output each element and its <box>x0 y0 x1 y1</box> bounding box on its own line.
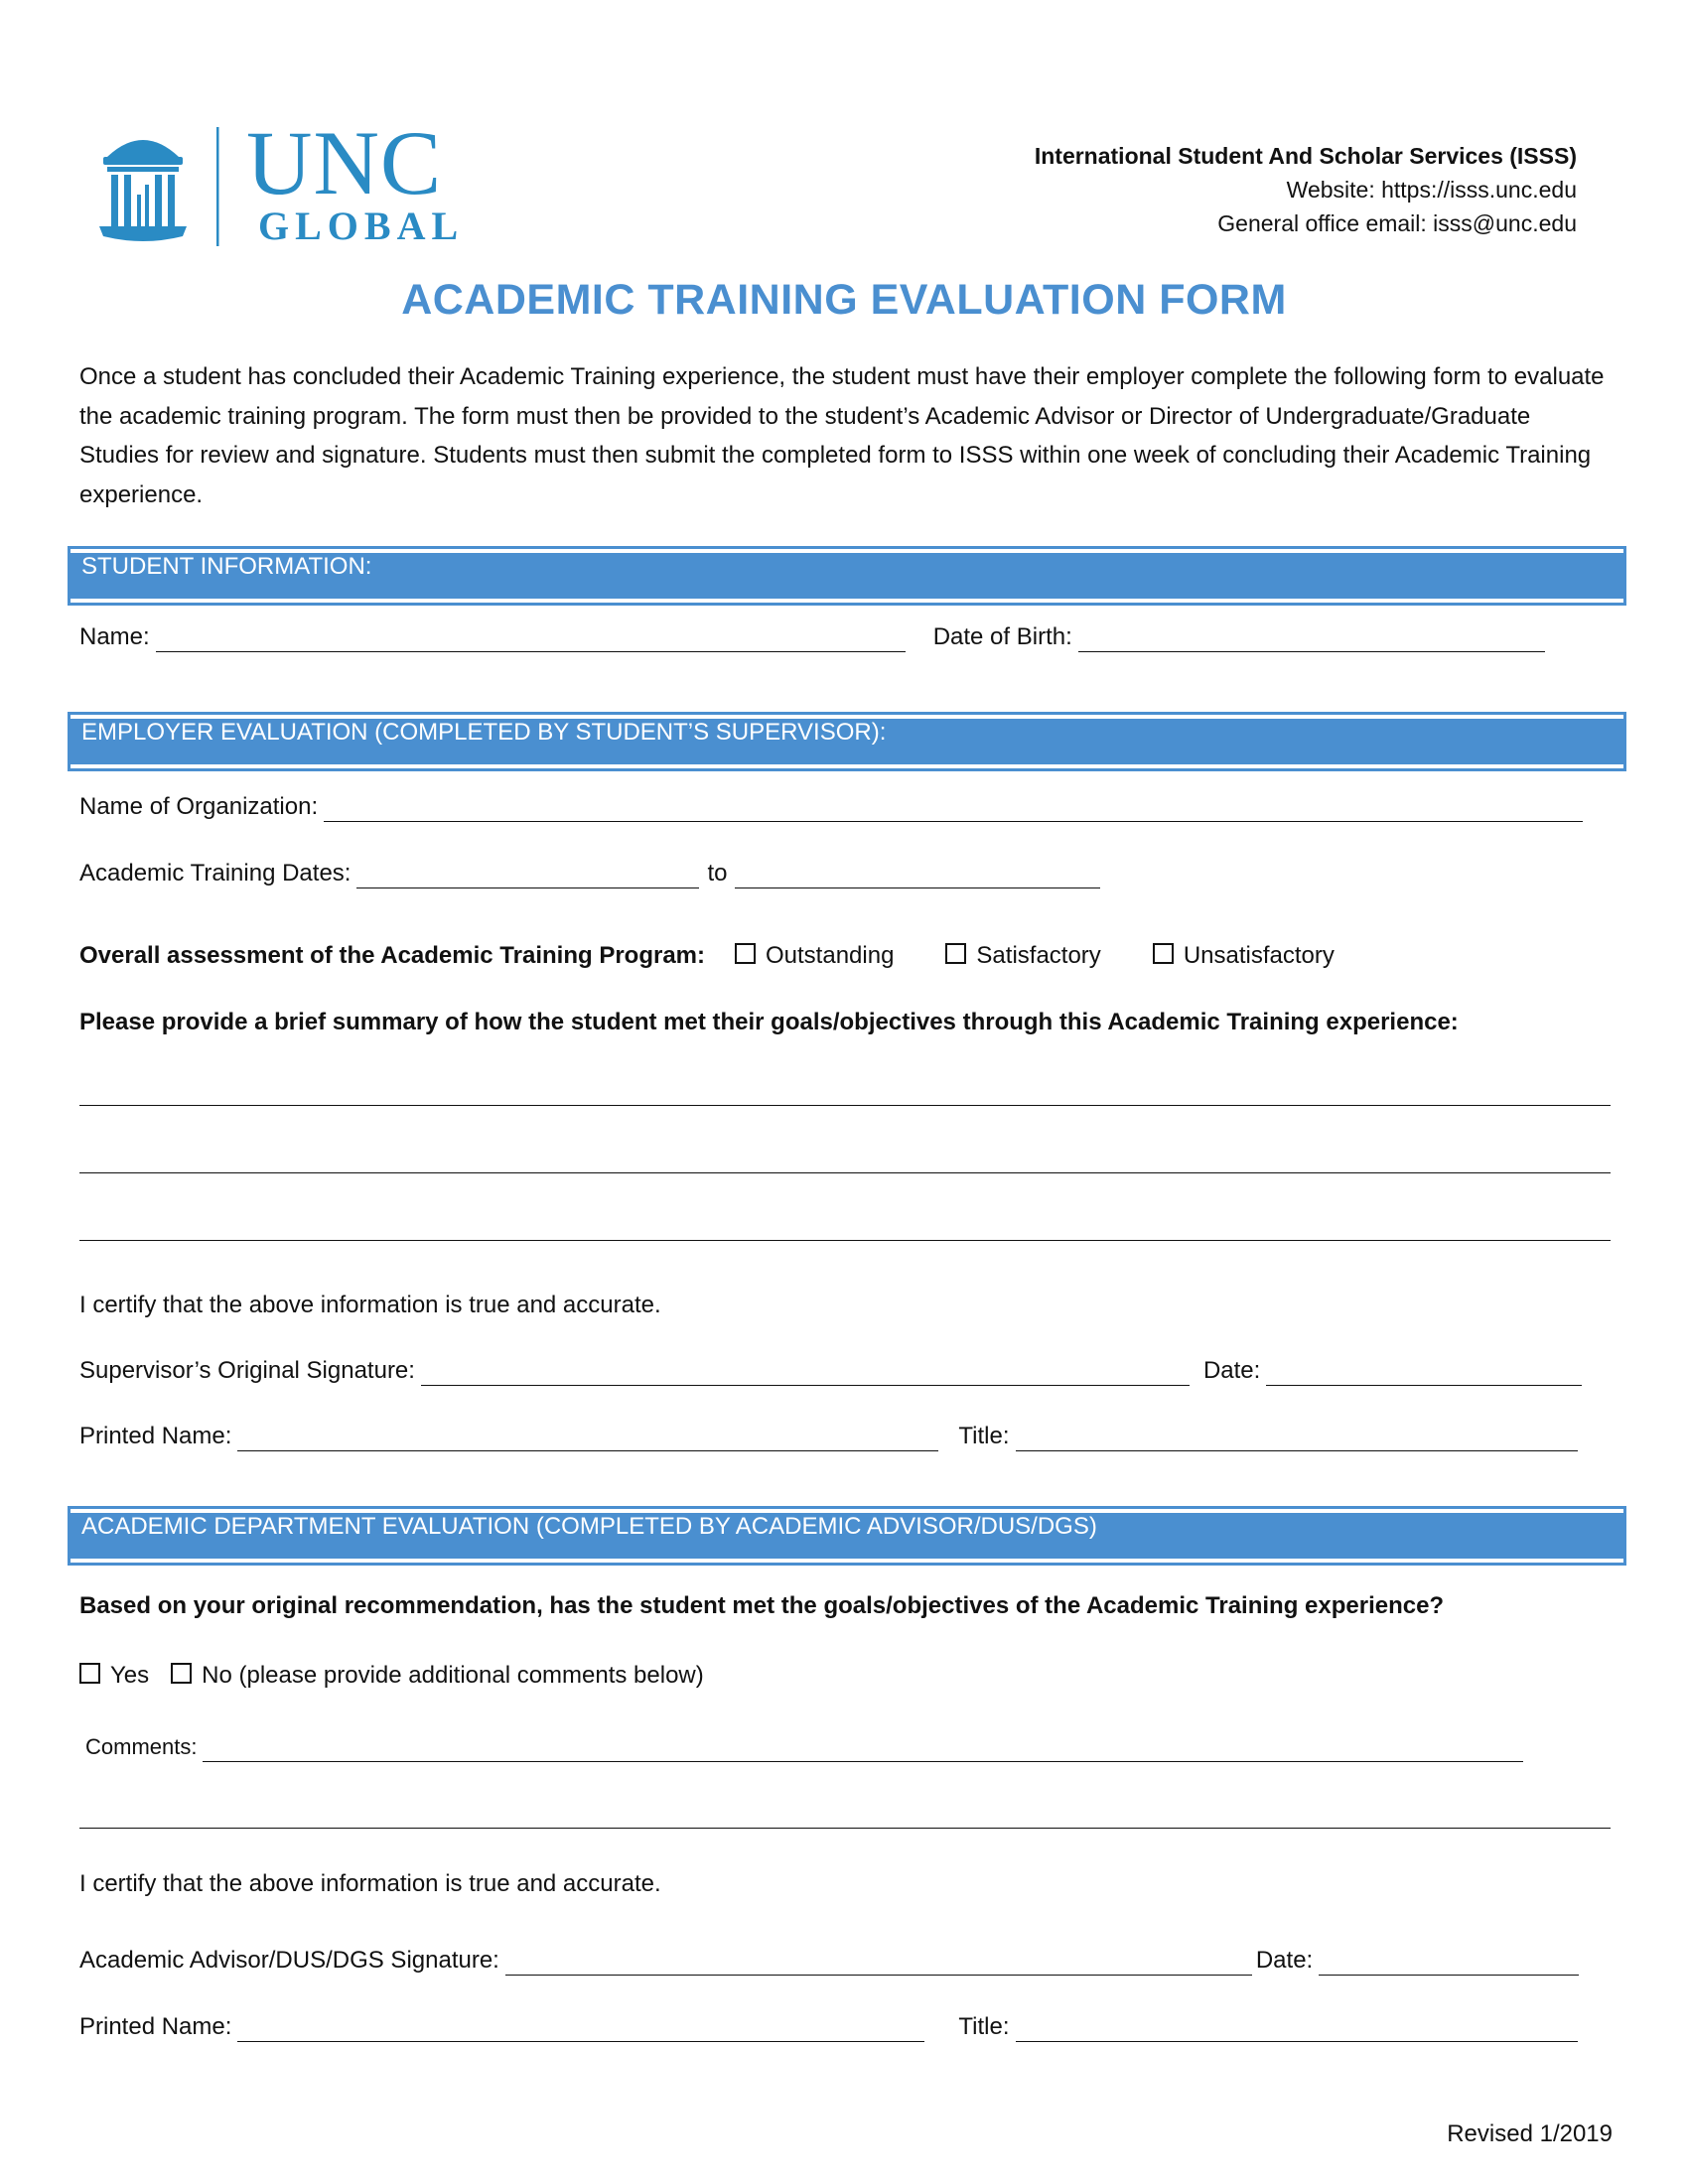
option-outstanding[interactable] <box>735 941 894 971</box>
advisor-printed-name-field[interactable] <box>237 2019 924 2042</box>
supervisor-signature-field[interactable] <box>421 1363 1190 1386</box>
intro-paragraph: Once a student has concluded their Academic Training experience, the student must have their employer complete the following form to evaluate the academic training program. The form must then be provided to the student’s Academic Advisor or Director of Undergraduate/Graduate Studies for review and signature. Students must then submit the completed form to ISSS within one week of concluding their Academic Training experience. <box>79 363 1605 508</box>
summary-prompt: Please provide a brief summary of how the student met their goals/objectives through this Academic Training experience: <box>79 1009 1459 1035</box>
advisor-date-field[interactable] <box>1319 1953 1579 1976</box>
training-dates-label: Academic Training Dates: <box>79 860 352 887</box>
advisor-signature-label: Academic Advisor/DUS/DGS Signature: <box>79 1947 499 1974</box>
department-question: Based on your original recommendation, has the student met the goals/objectives of the Academic Training experience? <box>79 1592 1445 1619</box>
dob-label: Date of Birth: <box>932 623 1072 650</box>
option-label: Satisfactory <box>976 942 1101 969</box>
department-certify-row <box>79 1869 661 1899</box>
checkbox-icon[interactable] <box>735 943 756 964</box>
supervisor-title-field[interactable] <box>1016 1429 1578 1451</box>
student-name-field[interactable] <box>156 629 906 652</box>
summary-line-3[interactable] <box>79 1239 1611 1241</box>
option-satisfactory[interactable] <box>945 941 1100 971</box>
comments-label: Comments: <box>85 1734 198 1759</box>
option-label: Outstanding <box>766 942 895 969</box>
checkbox-icon[interactable] <box>79 1663 100 1684</box>
option-yes[interactable] <box>79 1661 149 1691</box>
overall-assessment-label: Overall assessment of the Academic Training Program: <box>79 942 705 969</box>
isss-email[interactable]: General office email: isss@unc.edu <box>1217 210 1577 236</box>
isss-contact-block <box>1035 139 1577 240</box>
logo-global-text: GLOBAL <box>258 204 465 248</box>
overall-assessment-row <box>79 941 1335 971</box>
isss-org-name: International Student And Scholar Services (ISSS) <box>1034 143 1577 169</box>
section-heading: STUDENT INFORMATION: <box>81 553 372 580</box>
supervisor-signature-row <box>79 1356 1582 1386</box>
checkbox-icon[interactable] <box>1153 943 1174 964</box>
comments-field[interactable] <box>203 1739 1523 1762</box>
summary-line-1[interactable] <box>79 1104 1611 1106</box>
isss-website[interactable]: Website: https://isss.unc.edu <box>1286 177 1577 203</box>
summary-prompt-row <box>79 1008 1459 1037</box>
supervisor-date-field[interactable] <box>1266 1363 1582 1386</box>
name-label: Name: <box>79 623 150 650</box>
organization-name-field[interactable] <box>324 799 1583 822</box>
end-date-field[interactable] <box>735 866 1100 888</box>
date-label: Date: <box>1255 1947 1314 1974</box>
unc-global-logo <box>99 112 477 252</box>
printed-name-label: Printed Name: <box>79 2013 232 2040</box>
comments-row <box>85 1732 1523 1762</box>
advisor-signature-row <box>79 1946 1579 1976</box>
to-label: to <box>707 860 728 887</box>
advisor-printed-name-row <box>79 2012 1578 2042</box>
checkbox-icon[interactable] <box>945 943 966 964</box>
summary-line-2[interactable] <box>79 1171 1611 1173</box>
logo-unc-text: UNC <box>246 112 443 213</box>
department-question-row <box>79 1591 1444 1621</box>
certify-statement: I certify that the above information is true and accurate. <box>79 1292 661 1318</box>
option-unsatisfactory[interactable] <box>1153 941 1335 971</box>
printed-name-label: Printed Name: <box>79 1423 232 1449</box>
revision-date: Revised 1/2019 <box>1447 2120 1613 2147</box>
option-label: Unsatisfactory <box>1183 942 1335 969</box>
title-label: Title: <box>958 2013 1010 2040</box>
student-name-row <box>79 622 1545 652</box>
date-of-birth-field[interactable] <box>1078 629 1545 652</box>
section-heading: EMPLOYER EVALUATION (COMPLETED BY STUDENT’S SUPERVISOR): <box>81 719 887 746</box>
supervisor-printed-name-row <box>79 1422 1578 1451</box>
organization-label: Name of Organization: <box>79 793 319 820</box>
training-dates-row <box>79 859 1100 888</box>
form-title: ACADEMIC TRAINING EVALUATION FORM <box>401 276 1287 324</box>
option-label: No (please provide additional comments below) <box>202 1662 704 1689</box>
yes-no-row <box>79 1661 704 1691</box>
start-date-field[interactable] <box>356 866 699 888</box>
employer-evaluation-section-header <box>68 712 1626 771</box>
advisor-title-field[interactable] <box>1016 2019 1578 2042</box>
organization-row <box>79 792 1583 822</box>
option-no[interactable] <box>171 1661 704 1691</box>
title-label: Title: <box>958 1423 1010 1449</box>
employer-certify-row <box>79 1291 661 1320</box>
department-evaluation-section-header <box>68 1506 1626 1566</box>
date-label: Date: <box>1202 1357 1261 1384</box>
supervisor-printed-name-field[interactable] <box>237 1429 938 1451</box>
student-info-section-header <box>68 546 1626 606</box>
option-label: Yes <box>110 1662 150 1689</box>
comments-line-2[interactable] <box>79 1827 1611 1829</box>
checkbox-icon[interactable] <box>171 1663 192 1684</box>
certify-statement: I certify that the above information is true and accurate. <box>79 1870 661 1897</box>
advisor-signature-field[interactable] <box>505 1953 1252 1976</box>
supervisor-signature-label: Supervisor’s Original Signature: <box>79 1357 415 1384</box>
section-heading: ACADEMIC DEPARTMENT EVALUATION (COMPLETED BY ACADEMIC ADVISOR/DUS/DGS) <box>81 1513 1097 1540</box>
